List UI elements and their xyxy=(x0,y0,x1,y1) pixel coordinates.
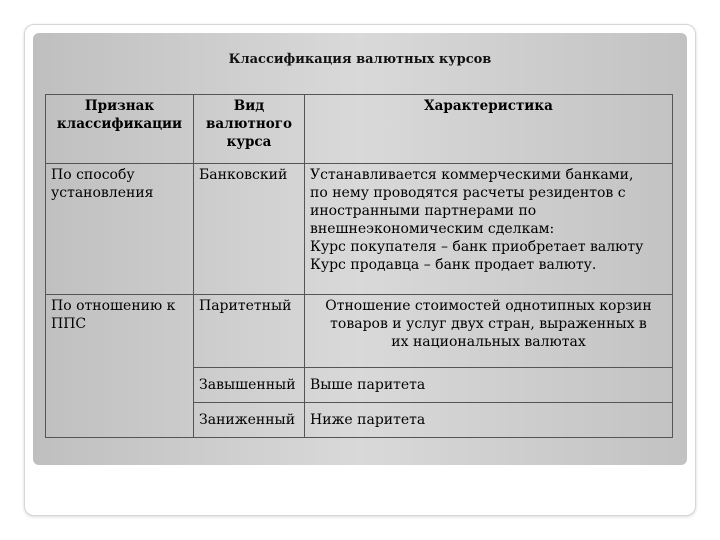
cell-criterion: По отношению к ППС xyxy=(46,295,194,438)
description-line: Устанавливается коммерческими банками, xyxy=(310,167,634,183)
description-line: внешнеэкономическим сделкам: xyxy=(310,221,555,237)
cell-rate-type: Завышенный xyxy=(194,368,305,403)
table-header-row xyxy=(46,95,673,164)
cell-description xyxy=(305,368,673,403)
description-line: товаров и услуг двух стран, выраженных в xyxy=(330,316,647,332)
cell-rate-type: Банковский xyxy=(194,164,305,295)
cell-rate-type: Паритетный xyxy=(194,295,305,368)
description-line: их национальных валютах xyxy=(391,334,586,350)
cell-rate-type: Заниженный xyxy=(194,403,305,438)
description-line: Ниже паритета xyxy=(310,412,426,428)
header-rate-type: Вид валютного курса xyxy=(194,95,305,164)
table-row xyxy=(46,295,673,368)
description-line: по нему проводятся расчеты резидентов с xyxy=(310,185,626,201)
description-line: Выше паритета xyxy=(310,377,426,393)
cell-description xyxy=(305,295,673,368)
header-criterion: Признак классификации xyxy=(46,95,194,164)
page-title: Классификация валютных курсов xyxy=(228,52,492,67)
description-line: Отношение стоимостей однотипных корзин xyxy=(325,298,652,314)
table-row xyxy=(46,164,673,295)
cell-description xyxy=(305,164,673,295)
description-line: иностранными партнерами по xyxy=(310,203,537,219)
cell-description xyxy=(305,403,673,438)
header-characteristic: Характеристика xyxy=(305,95,673,164)
classification-table xyxy=(45,94,673,438)
cell-criterion: По способу установления xyxy=(46,164,194,295)
description-line: Курс покупателя – банк приобретает валюту xyxy=(310,239,644,255)
description-line: Курс продавца – банк продает валюту. xyxy=(310,257,597,273)
